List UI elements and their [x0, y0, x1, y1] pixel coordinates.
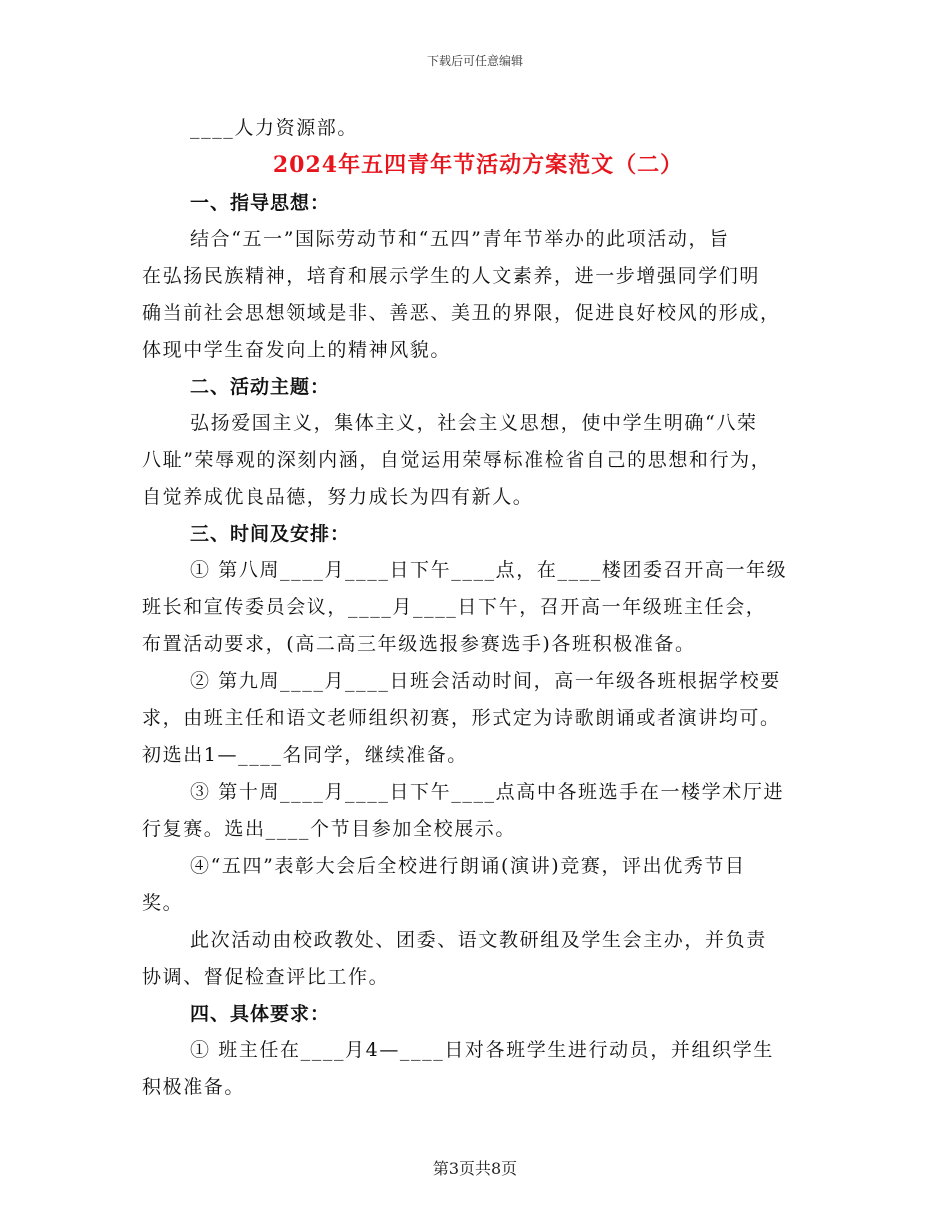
top-line: ____人力资源部。 — [190, 117, 359, 139]
paragraph-line: 布置活动要求，(高二高三年级选报参赛选手)各班积极准备。 — [142, 633, 696, 655]
paragraph-line: 八耻”荣辱观的深刻内涵，自觉运用荣辱标准检省自己的思想和行为， — [142, 449, 772, 471]
paragraph-line: 此次活动由校政教处、团委、语文教研组及学生会主办，并负责 — [190, 929, 767, 951]
paragraph — [142, 848, 814, 922]
paragraph-line: ① 第八周____月____日下午____点，在____楼团委召开高一年级 — [190, 559, 788, 581]
section — [142, 369, 814, 516]
paragraph-line: 体现中学生奋发向上的精神风貌。 — [142, 339, 452, 361]
paragraph-line: 奖。 — [142, 892, 184, 914]
paragraph-line: ② 第九周____月____日班会活动时间，高一年级各班根据学校要 — [190, 670, 781, 692]
paragraph — [142, 774, 814, 848]
paragraph-line: 结合“五一”国际劳动节和“五四”青年节举办的此项活动，旨 — [190, 228, 730, 250]
paragraph-line: 初选出1—____名同学，继续准备。 — [142, 744, 468, 766]
paragraph — [142, 552, 814, 663]
section-heading: 四、具体要求： — [190, 1003, 331, 1025]
paragraph-line: 班长和宣传委员会议，____月____日下午，召开高一年级班主任会， — [142, 596, 767, 618]
page-footer-number: 第3页共8页 — [432, 1159, 518, 1178]
paragraph-line: 积极准备。 — [142, 1076, 246, 1098]
paragraph-line: 弘扬爱国主义，集体主义，社会主义思想，使中学生明确“八荣 — [190, 412, 758, 434]
paragraph-line: ① 班主任在____月4—____日对各班学生进行动员，并组织学生 — [190, 1039, 774, 1061]
paragraph-line: ③ 第十周____月____日下午____点高中各班选手在一楼学术厅进 — [190, 781, 785, 803]
section — [142, 516, 814, 996]
paragraph-line: ④“五四”表彰大会后全校进行朗诵(演讲)竞赛，评出优秀节目 — [190, 855, 746, 877]
document-body — [142, 110, 814, 1106]
paragraph — [142, 922, 814, 996]
section-heading: 二、活动主题： — [190, 376, 331, 398]
paragraph-line: 在弘扬民族精神，培育和展示学生的人文素养，进一步增强同学们明 — [142, 265, 761, 287]
paragraph — [142, 1032, 814, 1106]
paragraph-line: 协调、督促检查评比工作。 — [142, 966, 390, 988]
paragraph — [142, 221, 814, 369]
paragraph — [142, 405, 814, 516]
section — [142, 996, 814, 1106]
section — [142, 185, 814, 369]
document-title: 2024年五四青年节活动方案范文（二） — [272, 152, 684, 178]
paragraph-line: 自觉养成优良品德，努力成长为四有新人。 — [142, 486, 534, 508]
section-heading: 一、指导思想： — [190, 192, 331, 214]
paragraph — [142, 663, 814, 774]
paragraph-line: 确当前社会思想领域是非、善恶、美丑的界限，促进良好校风的形成， — [142, 302, 781, 324]
section-heading: 三、时间及安排： — [190, 523, 351, 545]
paragraph-line: 行复赛。选出____个节目参加全校展示。 — [142, 818, 517, 840]
page-header-note: 下载后可任意编辑 — [426, 54, 523, 68]
sections-container — [142, 185, 814, 1106]
paragraph-line: 求，由班主任和语文老师组织初赛，形式定为诗歌朗诵或者演讲均可。 — [142, 707, 781, 729]
